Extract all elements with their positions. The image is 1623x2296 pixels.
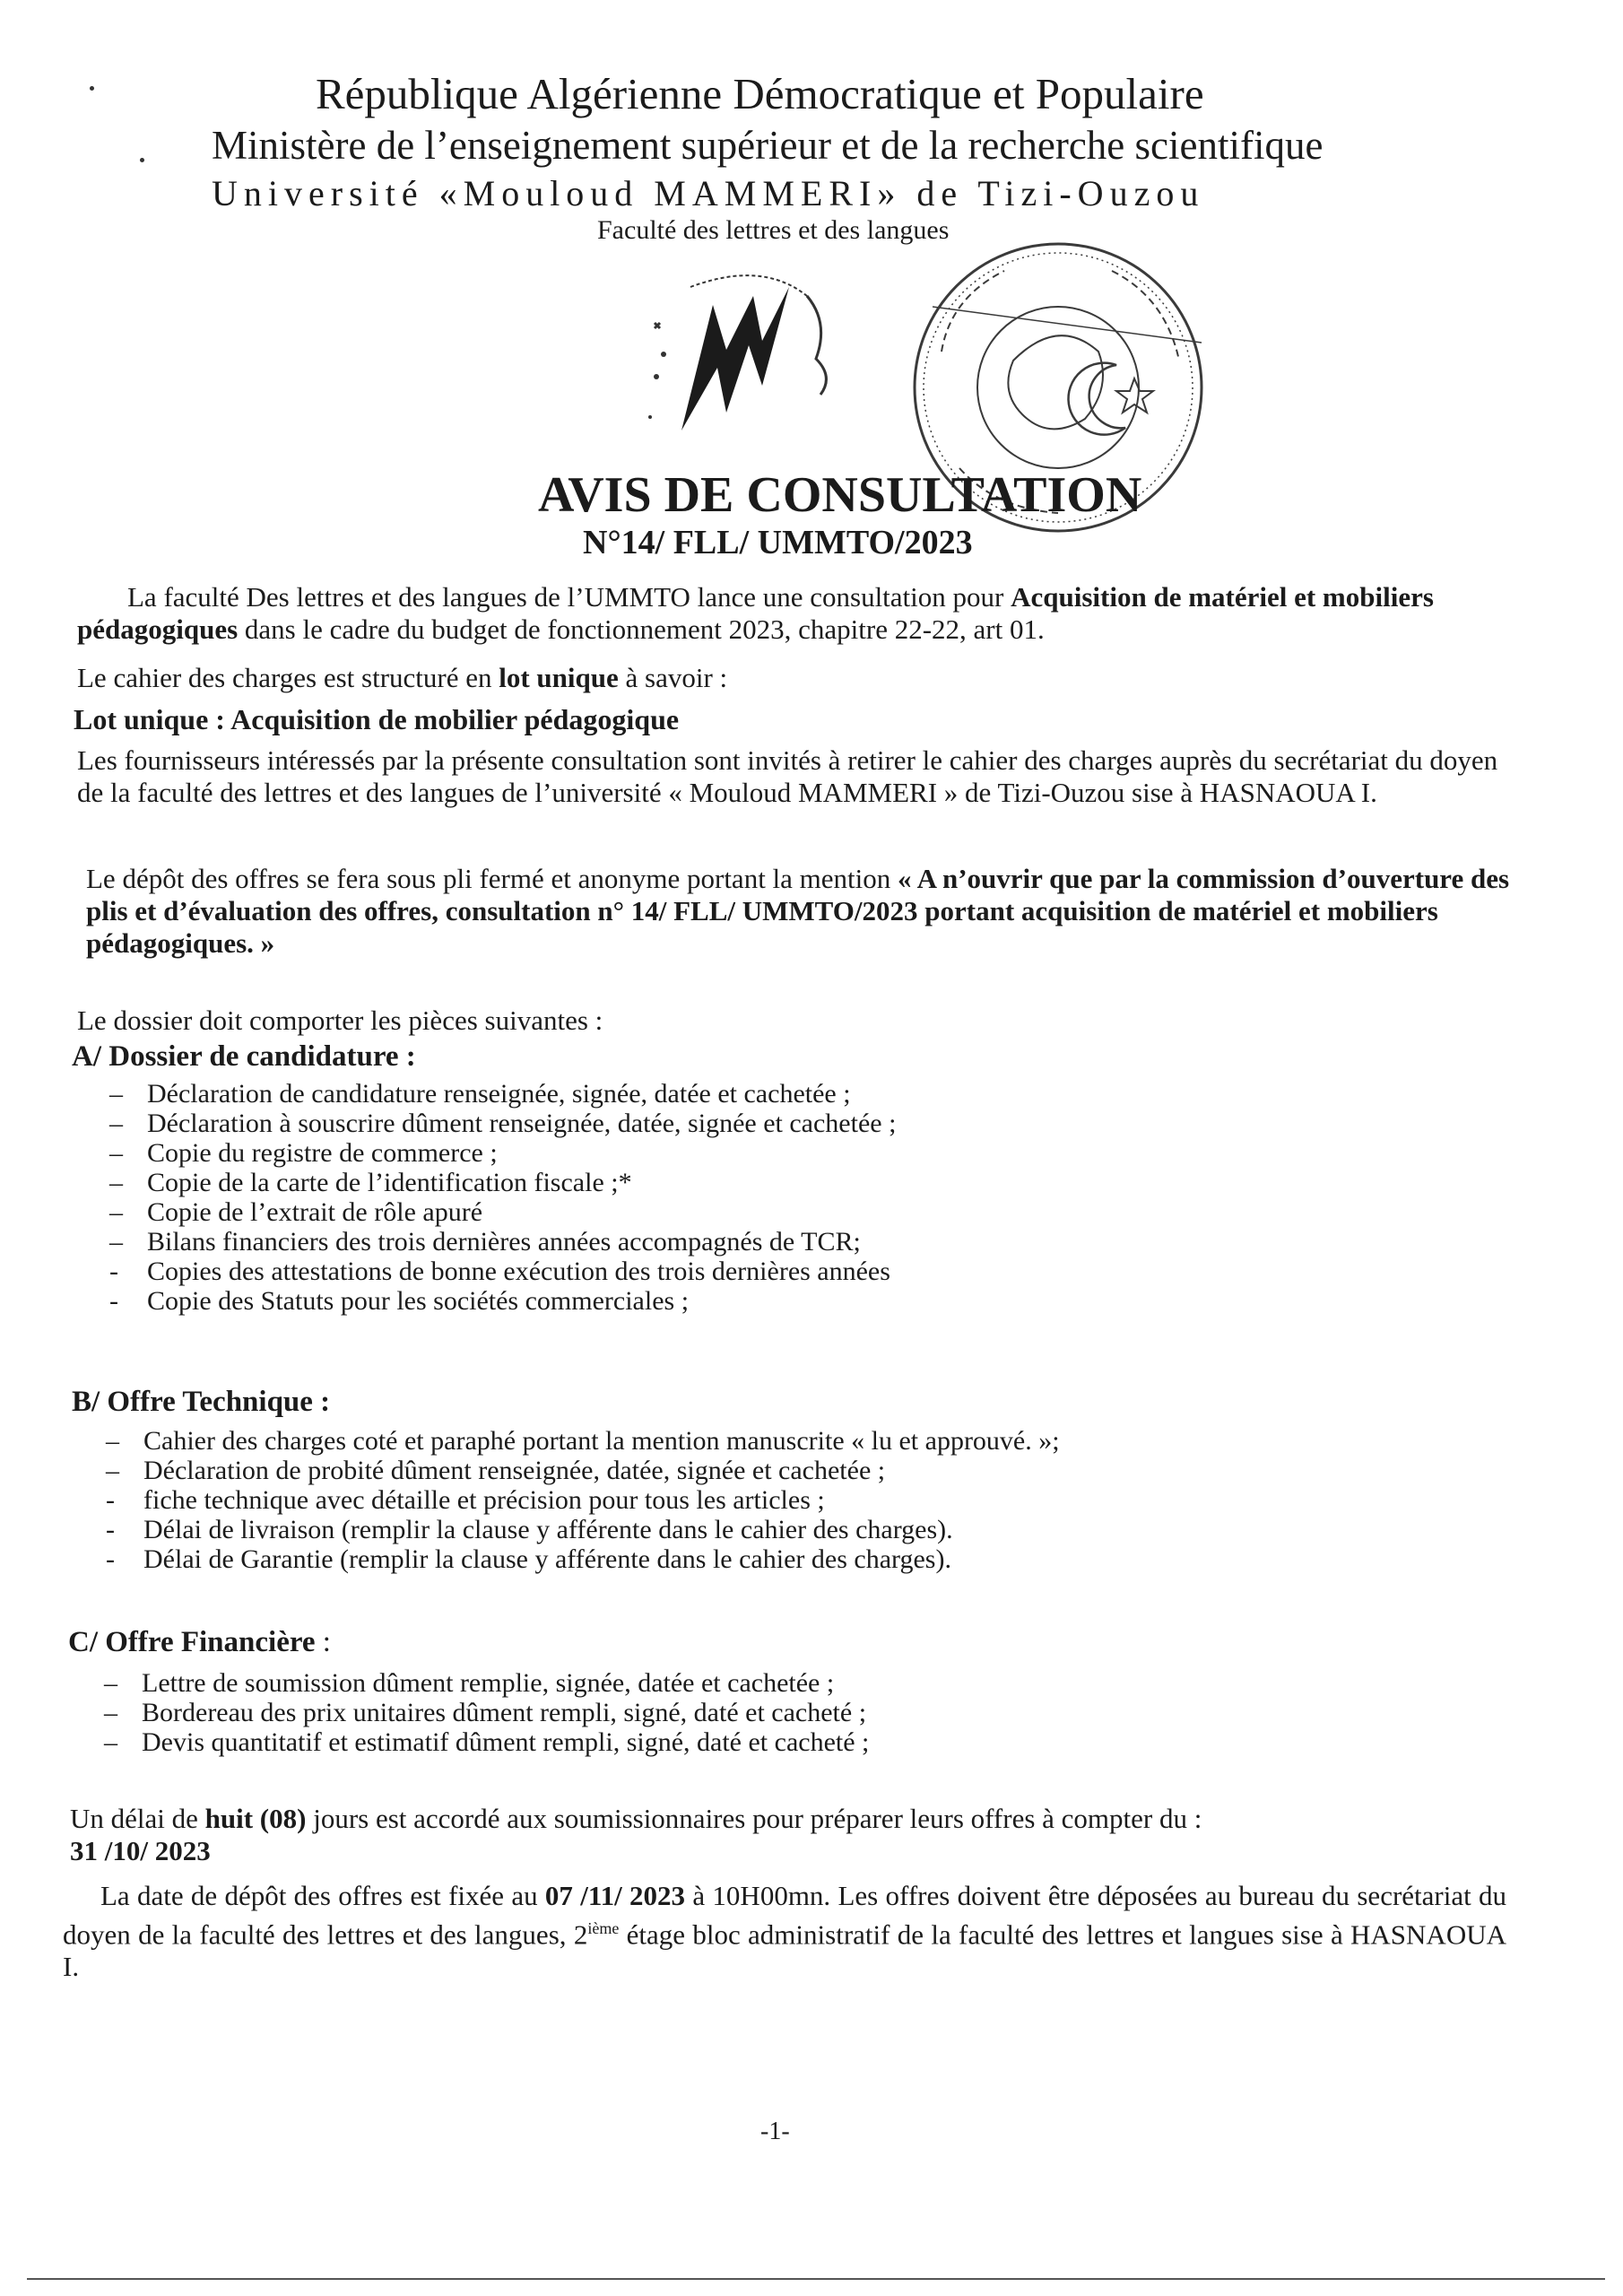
list-dash: – bbox=[104, 1727, 117, 1757]
start-date: 31 /10/ 2023 bbox=[70, 1835, 211, 1866]
list-item bbox=[106, 1456, 1060, 1485]
notice-number: N°14/ FLL/ UMMTO/2023 bbox=[583, 524, 973, 561]
deposit-text-3: étage bloc administratif de la faculté des lettres et langues sise à HASNAOUA I. bbox=[63, 1918, 1506, 1983]
withdrawal-paragraph: Les fournisseurs intéressés par la présente consultation sont invités à retirer le cahier des charges auprès du secrétariat du doyen de la faculté des lettres et des langues de l’université « Mouloud MAMMERI » de Tizi-Ouzou sise à HASNAOUA I. bbox=[77, 744, 1498, 808]
header-country: République Algérienne Démocratique et Populaire bbox=[316, 69, 1204, 118]
deposit-text-2: à 10H00mn. Les offres doivent être déposées au bureau du secrétariat du doyen de la faculté des lettres et des langues, 2 bbox=[63, 1880, 1507, 1951]
lot-structure-end: à savoir : bbox=[618, 662, 728, 693]
deposit-date-paragraph bbox=[63, 1880, 1506, 1983]
list-dash: – bbox=[109, 1109, 123, 1138]
list-dash: – bbox=[104, 1698, 117, 1727]
list-dash: - bbox=[106, 1515, 115, 1544]
deposit-text-1: La date de dépôt des offres est fixée au bbox=[100, 1880, 545, 1911]
deposit-mention-bold: « A n’ouvrir que par la commission d’ouverture des plis et d’évaluation des offres, consultation n° 14/ FLL/ UMMTO/2023 portant acquisition de matériel et mobiliers pédagogiques. » bbox=[86, 863, 1510, 959]
section-a-list bbox=[109, 1079, 896, 1316]
list-dash: – bbox=[106, 1426, 119, 1456]
list-item bbox=[106, 1515, 1060, 1544]
list-item-text: Déclaration de probité dûment renseignée, datée, signée et cachetée ; bbox=[143, 1456, 886, 1485]
list-item-text: Délai de Garantie (remplir la clause y afférente dans le cahier des charges). bbox=[143, 1544, 951, 1574]
list-dash: – bbox=[109, 1197, 123, 1227]
list-dash: – bbox=[109, 1079, 123, 1109]
section-c-list bbox=[104, 1668, 869, 1757]
lot-structure-text: Le cahier des charges est structuré en bbox=[77, 662, 499, 693]
list-item-text: Cahier des charges coté et paraphé portant la mention manuscrite « lu et approuvé. »; bbox=[143, 1426, 1060, 1456]
list-dash: – bbox=[109, 1168, 123, 1197]
list-item bbox=[106, 1544, 1060, 1574]
list-item-text: fiche technique avec détaille et précision pour tous les articles ; bbox=[143, 1485, 825, 1515]
list-item-text: Copie du registre de commerce ; bbox=[147, 1138, 498, 1168]
delay-paragraph bbox=[70, 1803, 1505, 1867]
list-item bbox=[109, 1168, 896, 1197]
list-item-text: Bordereau des prix unitaires dûment rempli, signé, daté et cacheté ; bbox=[142, 1698, 867, 1727]
notice-title: AVIS DE CONSULTATION bbox=[538, 467, 1142, 523]
list-dash: – bbox=[109, 1138, 123, 1168]
list-dash: - bbox=[109, 1286, 118, 1316]
list-item bbox=[109, 1079, 896, 1109]
list-item-text: Déclaration de candidature renseignée, signée, datée et cachetée ; bbox=[147, 1079, 851, 1109]
section-a-heading: A/ Dossier de candidature : bbox=[72, 1040, 416, 1073]
scan-speck bbox=[90, 86, 94, 91]
list-item bbox=[109, 1197, 896, 1227]
list-item-text: Déclaration à souscrire dûment renseignée, datée, signée et cachetée ; bbox=[147, 1109, 897, 1138]
list-dash: - bbox=[109, 1257, 118, 1286]
footer-rule bbox=[27, 2278, 1605, 2280]
header-faculty: Faculté des lettres et des langues bbox=[597, 215, 950, 245]
section-c-heading-colon: : bbox=[315, 1626, 331, 1658]
deposit-mention-text: Le dépôt des offres se fera sous pli fermé et anonyme portant la mention bbox=[86, 863, 898, 894]
list-item bbox=[104, 1727, 869, 1757]
list-item bbox=[106, 1426, 1060, 1456]
deposit-mention-paragraph bbox=[86, 863, 1521, 960]
delay-text-2: jours est accordé aux soumissionnaires pour préparer leurs offres à compter du : bbox=[306, 1803, 1202, 1834]
section-c-heading bbox=[68, 1626, 331, 1659]
list-item bbox=[104, 1668, 869, 1698]
list-item-text: Délai de livraison (remplir la clause y afférente dans le cahier des charges). bbox=[143, 1515, 953, 1544]
intro-paragraph bbox=[77, 581, 1512, 646]
section-b-heading: B/ Offre Technique : bbox=[72, 1386, 331, 1418]
floor-superscript: ième bbox=[587, 1919, 620, 1937]
list-item-text: Copies des attestations de bonne exécution des trois dernières années bbox=[147, 1257, 890, 1286]
list-dash: - bbox=[106, 1485, 115, 1515]
list-item-text: Bilans financiers des trois dernières années accompagnés de TCR; bbox=[147, 1227, 861, 1257]
intro-object: Acquisition de matériel et mobiliers pédagogiques bbox=[77, 581, 1434, 645]
university-logo bbox=[628, 269, 843, 448]
list-dash: – bbox=[104, 1668, 117, 1698]
delay-days: huit (08) bbox=[204, 1803, 307, 1834]
header-university: Université «Mouloud MAMMERI» de Tizi-Ouzou bbox=[212, 173, 1205, 213]
lot-structure-bold: lot unique bbox=[499, 662, 619, 693]
list-item bbox=[109, 1286, 896, 1316]
section-c-heading-label: C/ Offre Financière bbox=[68, 1626, 316, 1658]
lot-unique-heading: Lot unique : Acquisition de mobilier pédagogique bbox=[74, 703, 680, 735]
list-item bbox=[109, 1257, 896, 1286]
list-dash: – bbox=[106, 1456, 119, 1485]
list-item-text: Copie de l’extrait de rôle apuré bbox=[147, 1197, 483, 1227]
list-dash: – bbox=[109, 1227, 123, 1257]
list-item bbox=[109, 1109, 896, 1138]
list-item-text: Lettre de soumission dûment remplie, signée, datée et cachetée ; bbox=[142, 1668, 835, 1698]
list-item-text: Devis quantitatif et estimatif dûment rempli, signé, daté et cacheté ; bbox=[142, 1727, 870, 1757]
list-item-text: Copie des Statuts pour les sociétés commerciales ; bbox=[147, 1286, 690, 1316]
list-item bbox=[106, 1485, 1060, 1515]
list-item bbox=[104, 1698, 869, 1727]
lot-structure-paragraph bbox=[77, 662, 1512, 694]
delay-text-1: Un délai de bbox=[70, 1803, 205, 1834]
scan-speck bbox=[140, 158, 144, 162]
list-dash: - bbox=[106, 1544, 115, 1574]
list-item bbox=[109, 1138, 896, 1168]
list-item bbox=[109, 1227, 896, 1257]
section-b-list bbox=[106, 1426, 1060, 1574]
intro-text-2: dans le cadre du budget de fonctionnement 2023, chapitre 22-22, art 01. bbox=[238, 613, 1045, 645]
dossier-intro: Le dossier doit comporter les pièces suivantes : bbox=[77, 1004, 603, 1036]
page-number: -1- bbox=[760, 2118, 790, 2145]
header-ministry: Ministère de l’enseignement supérieur et de la recherche scientifique bbox=[212, 123, 1324, 168]
intro-text-1: La faculté Des lettres et des langues de l’UMMTO lance une consultation pour bbox=[127, 581, 1011, 613]
deposit-date: 07 /11/ 2023 bbox=[544, 1880, 686, 1911]
list-item-text: Copie de la carte de l’identification fiscale ;* bbox=[147, 1168, 632, 1197]
